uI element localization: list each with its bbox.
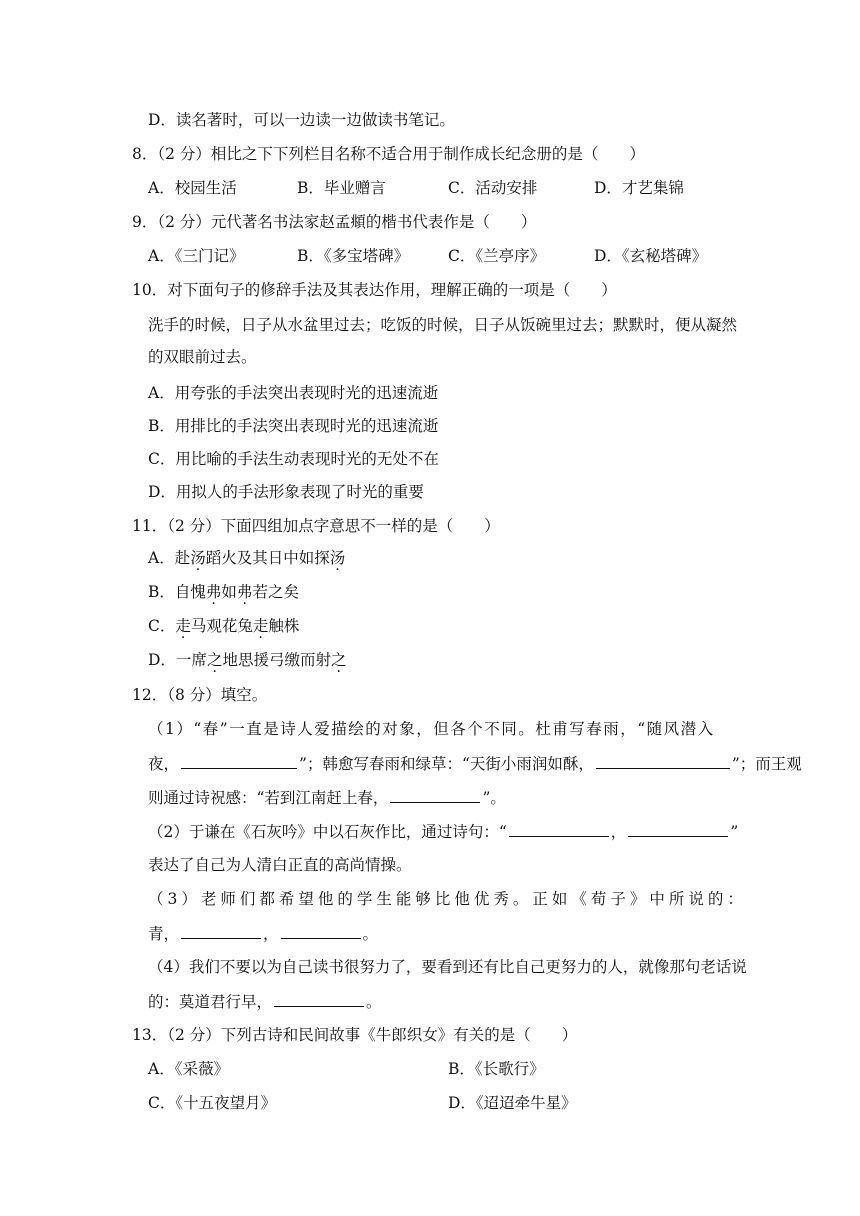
- q12-p3-l2-text-c: 。: [362, 925, 379, 943]
- q11-b-text-3: 若之矣: [252, 583, 299, 601]
- q11-c-text-3: 触株: [268, 617, 300, 635]
- answer-blank[interactable]: [181, 752, 297, 769]
- q11-b-dotted-2: 弗: [236, 583, 253, 601]
- q11-b-dotted-1: 弗: [205, 583, 222, 601]
- q12-p3-l2-text-b: ，: [263, 925, 279, 943]
- answer-blank[interactable]: [181, 922, 261, 939]
- q12-p2-l1-text-a: （2）于谦在《石灰吟》中以石灰作比，通过诗句：“: [148, 823, 507, 841]
- q11-a-dotted-2: 汤: [329, 549, 346, 567]
- answer-blank[interactable]: [274, 990, 364, 1007]
- answer-blank[interactable]: [628, 820, 728, 837]
- answer-blank[interactable]: [596, 752, 730, 769]
- q12-part3-line1: （3）老师们都希望他的学生能够比他优秀。正如《荀子》中所说的：: [148, 890, 747, 908]
- q10-option-c: C．用比喻的手法生动表现时光的无处不在: [148, 450, 439, 468]
- q11-c-text-1: C．: [148, 617, 176, 635]
- q11-option-c: [148, 615, 299, 637]
- answer-blank[interactable]: [281, 922, 361, 939]
- q13-option-c: C．《十五夜望月》: [148, 1094, 277, 1112]
- q13-option-d: D．《迢迢牵牛星》: [448, 1094, 577, 1112]
- q12-part2-line2: 表达了自己为人清白正直的高尚情操。: [148, 856, 412, 874]
- answer-blank[interactable]: [390, 786, 480, 803]
- q11-a-text-1: A．赴: [148, 549, 191, 567]
- q12-p2-l1-text-b: ，: [610, 823, 627, 841]
- answer-blank[interactable]: [509, 820, 609, 837]
- q9-stem: 9．（2 分）元代著名书法家赵孟頫的楷书代表作是（ ）: [132, 213, 537, 231]
- q12-p1-l2-text-a: 夜，: [148, 755, 180, 773]
- q11-d-dotted-2: 之: [330, 651, 347, 669]
- q9-option-d: D．《玄秘塔碑》: [594, 247, 708, 265]
- q12-p4-l2-text-b: 。: [366, 993, 382, 1011]
- q12-p1-l3-text-a: 则通过诗祝感：“若到江南赶上春，: [148, 789, 389, 807]
- q12-part1-line3: [148, 786, 506, 809]
- q11-c-dotted-1: 走: [175, 617, 191, 635]
- q11-a-text-2: 蹈火及其日中如探: [205, 549, 330, 567]
- q11-stem: 11．（2 分）下面四组加点字意思不一样的是（ ）: [132, 517, 500, 535]
- q12-p1-l2-text-b: ”；韩愈写春雨和绿草：“天街小雨润如酥，: [299, 755, 594, 773]
- q10-passage-line-2: 的双眼前过去。: [148, 348, 257, 366]
- q11-d-text-1: D．一席: [148, 651, 207, 669]
- q8-option-a: A．校园生活: [148, 179, 237, 197]
- q8-option-d: D．才艺集锦: [594, 179, 684, 197]
- q8-option-c: C．活动安排: [448, 179, 538, 197]
- q10-option-d: D．用拟人的手法形象表现了时光的重要: [148, 483, 424, 501]
- q11-a-dotted-1: 汤: [190, 549, 206, 567]
- q13-stem: 13．（2 分）下列古诗和民间故事《牛郎织女》有关的是（ ）: [132, 1026, 578, 1044]
- q12-stem: 12．（8 分）填空。: [132, 686, 268, 704]
- q11-option-a: [148, 547, 345, 569]
- q13-option-b: B．《长歌行》: [448, 1060, 545, 1078]
- q12-p1-l2-text-c: ”；而王观: [731, 755, 802, 773]
- q8-stem: 8．（2 分）相比之下下列栏目名称不适合用于制作成长纪念册的是（ ）: [132, 145, 645, 163]
- q12-part1-line1: （1）“春”一直是诗人爱描绘的对象，但各个不同。杜甫写春雨，“随风潜入: [148, 720, 715, 738]
- q10-stem: 10．对下面句子的修辞手法及其表达作用，理解正确的一项是（ ）: [132, 281, 617, 299]
- q13-option-a: A．《采薇》: [148, 1060, 229, 1078]
- q10-passage-line-1: 洗手的时候，日子从水盆里过去；吃饭的时候，日子从饭碗里过去；默默时，便从凝然: [148, 316, 738, 334]
- q9-option-c: C．《兰亭序》: [448, 247, 546, 265]
- q11-d-dotted-1: 之: [206, 651, 223, 669]
- q11-d-text-2: 地思援弓缴而射: [222, 651, 331, 669]
- q11-c-dotted-2: 走: [252, 617, 269, 635]
- q9-option-a: A．《三门记》: [148, 247, 245, 265]
- q11-c-text-2: 马观花兔: [190, 617, 253, 635]
- q12-p3-l2-text-a: 青，: [148, 925, 180, 943]
- q12-p1-l3-text-b: ”。: [482, 789, 506, 807]
- q12-p2-l1-text-c: ”: [730, 823, 739, 841]
- q9-option-b: B．《多宝塔碑》: [297, 247, 410, 265]
- q10-option-b: B．用排比的手法突出表现时光的迅速流逝: [148, 417, 439, 435]
- q12-part4-line1: （4）我们不要以为自己读书很努力了，要看到还有比自己更努力的人，就像那句老话说: [148, 958, 747, 976]
- q11-option-d: [148, 649, 346, 671]
- q11-option-b: [148, 581, 299, 603]
- q12-part2-line1: [148, 820, 738, 843]
- q12-part1-line2: [148, 752, 802, 775]
- q11-b-text-1: B．自愧: [148, 583, 206, 601]
- q12-part4-line2: [148, 990, 382, 1013]
- q8-option-b: B．毕业赠言: [297, 179, 386, 197]
- q12-p4-l2-text-a: 的：莫道君行早，: [148, 993, 273, 1011]
- q10-option-a: A．用夸张的手法突出表现时光的迅速流逝: [148, 384, 439, 402]
- q11-b-text-2: 如: [221, 583, 237, 601]
- q7-option-d: D．读名著时，可以一边读一边做读书笔记。: [148, 111, 455, 129]
- q12-part3-line2: [148, 922, 378, 945]
